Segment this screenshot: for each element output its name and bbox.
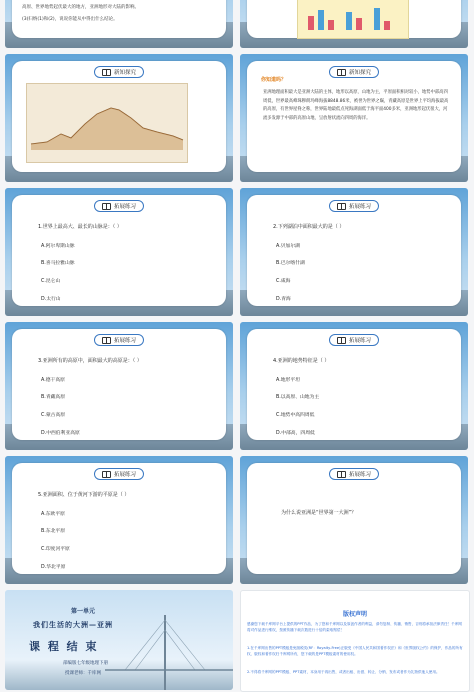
option-c[interactable]: C.地势中高四周低 xyxy=(276,413,315,418)
book-icon xyxy=(102,337,111,344)
slide-card xyxy=(247,329,461,440)
tag-label: 拓展练习 xyxy=(348,338,372,344)
option-b[interactable]: B.青藏高原 xyxy=(41,395,66,400)
option-c[interactable]: C.蒙古高原 xyxy=(41,413,66,418)
slide-8[interactable] xyxy=(240,322,468,450)
option-a[interactable]: A.东欧平原 xyxy=(41,512,65,517)
section-tag xyxy=(94,468,144,480)
copyright-para: 1.在千库网出售的PPT模板是免版税类(RF：Royalty-Free)正版受《中国人民共和国著作权法》和《世界版权公约》的保护，作品的所有权、版权和著作权归千库网所有，您下载的是PPT模板素材的使用权。 xyxy=(247,646,463,656)
slide-7[interactable] xyxy=(5,322,233,450)
question-text: 4.亚洲的地势特征是（ ） xyxy=(273,358,330,364)
slide-5[interactable] xyxy=(5,188,233,316)
tag-label: 拓展练习 xyxy=(113,472,137,478)
tag-label: 新知探究 xyxy=(113,70,137,76)
question-text: 5.亚洲面积、位于黄河下游的平原是（ ） xyxy=(38,492,130,498)
slide-9[interactable] xyxy=(5,456,233,584)
option-d[interactable]: D.中部高，四周低 xyxy=(276,431,315,436)
option-a[interactable]: A.德干高原 xyxy=(41,378,65,383)
tag-label: 拓展练习 xyxy=(113,338,137,344)
slide-card xyxy=(12,195,226,306)
terrain-profile-svg xyxy=(27,84,187,162)
text-line: 高原、世界地势起伏最大的地方，亚洲地形对大陆的影响。 xyxy=(22,5,139,10)
option-b[interactable]: B.东北平原 xyxy=(41,529,66,534)
option-a[interactable]: A.地形平坦 xyxy=(276,378,300,383)
tag-label: 拓展练习 xyxy=(348,204,372,210)
option-d[interactable]: D.太行山 xyxy=(41,297,61,302)
slide-card xyxy=(12,0,226,38)
slide-card xyxy=(12,61,226,172)
book-icon xyxy=(102,203,111,210)
option-d[interactable]: D.华北平原 xyxy=(41,565,66,570)
paragraph: 亚洲地理面积最大是亚洲大陆的主体，地形以高原、山地为主，平原面积相对较小，地势中部高四周低，世界最高峰珠穆朗玛峰海拔8848.86米，被誉为世界之巅，青藏高原是世界上平均海拔最高的高原，有世界屋脊之称，世界陆地最低点死海湖面低于海平面400多米，亚洲地形起伏很大，河流多发源于中部的高原山地，呈放射状流向四周的海洋。 xyxy=(263,90,449,121)
slide-card xyxy=(247,463,461,574)
slide-10[interactable] xyxy=(240,456,468,584)
slide-card xyxy=(247,195,461,306)
book-icon xyxy=(337,337,346,344)
section-tag xyxy=(94,66,144,78)
question-text: 2.下列湖泊中面积最大的是（ ） xyxy=(273,224,345,230)
book-icon xyxy=(102,69,111,76)
option-a[interactable]: A.贝加尔湖 xyxy=(276,244,300,249)
section-tag xyxy=(94,200,144,212)
slide-6[interactable] xyxy=(240,188,468,316)
slide-1[interactable] xyxy=(5,0,233,48)
closing-sub1: 部编版七年级地理下册 xyxy=(63,661,108,666)
option-b[interactable]: B.以高原、山地为主 xyxy=(276,395,320,400)
tag-label: 拓展练习 xyxy=(113,204,137,210)
option-a[interactable]: A.阿尔卑斯山脉 xyxy=(41,244,75,249)
section-tag xyxy=(329,468,379,480)
slide-card xyxy=(247,61,461,172)
slide-4[interactable] xyxy=(240,54,468,182)
option-d[interactable]: D.中西伯利亚高原 xyxy=(41,431,80,436)
option-b[interactable]: B.喜马拉雅山脉 xyxy=(41,261,75,266)
option-b[interactable]: B.巴尔喀什湖 xyxy=(276,261,305,266)
book-icon xyxy=(337,203,346,210)
option-c[interactable]: C.咸海 xyxy=(276,279,291,284)
section-tag xyxy=(329,200,379,212)
option-c[interactable]: C.昆仑山 xyxy=(41,279,61,284)
closing-big: 课 程 结 束 xyxy=(29,640,99,653)
slide-card xyxy=(12,463,226,574)
option-d[interactable]: D.青海 xyxy=(276,297,291,302)
question-text: 1.世界上最高大、最长的山脉是：（ ） xyxy=(38,224,122,230)
closing-sub2: 授课老师：千库网 xyxy=(65,671,101,676)
unit-label: 第一单元 xyxy=(71,608,96,615)
slide-11[interactable] xyxy=(5,590,233,690)
question-text: 3.亚洲所有的高原中，面积最大的高原是：（ ） xyxy=(38,358,142,364)
slide-card xyxy=(12,329,226,440)
copyright-title: 版权声明 xyxy=(342,611,367,618)
did-you-know-heading: 你知道吗？ xyxy=(261,77,287,83)
text-line: (3)归纳(1)和(2)，说说你能从中得出什么结论。 xyxy=(22,17,118,22)
closing-title: 我们生活的大洲—亚洲 xyxy=(33,621,113,629)
copyright-para: 2.不得将千库网的PPT模板、PPT素材，本身用于再出售，或者出租、出借、转让、分销、发布或者作为礼物供他人使用。 xyxy=(247,670,440,674)
slide-3[interactable] xyxy=(5,54,233,182)
slide-2[interactable] xyxy=(240,0,468,48)
tag-label: 拓展练习 xyxy=(348,472,372,478)
section-tag xyxy=(94,334,144,346)
slide-card xyxy=(247,0,461,38)
copyright-para: 感谢您下载千库网平台上提供的PPT作品，为了您和千库网以及原创作者的利益，请勿复制、传播、销售，否则将承担法律责任！千库网将对作品进行维权，按照传播下载次数进行十倍的索取赔偿！ xyxy=(247,622,462,632)
tag-label: 新知探究 xyxy=(348,70,372,76)
book-icon xyxy=(337,69,346,76)
slide-12[interactable] xyxy=(240,590,470,692)
option-c[interactable]: C.印度河平原 xyxy=(41,547,70,552)
terrain-profile-chart xyxy=(26,83,188,163)
book-icon xyxy=(102,471,111,478)
book-icon xyxy=(337,471,346,478)
section-tag xyxy=(329,334,379,346)
section-tag xyxy=(329,66,379,78)
chart-image xyxy=(297,0,409,39)
question-text: 为什么说亚洲是“世界第一大洲”？ xyxy=(281,510,357,516)
